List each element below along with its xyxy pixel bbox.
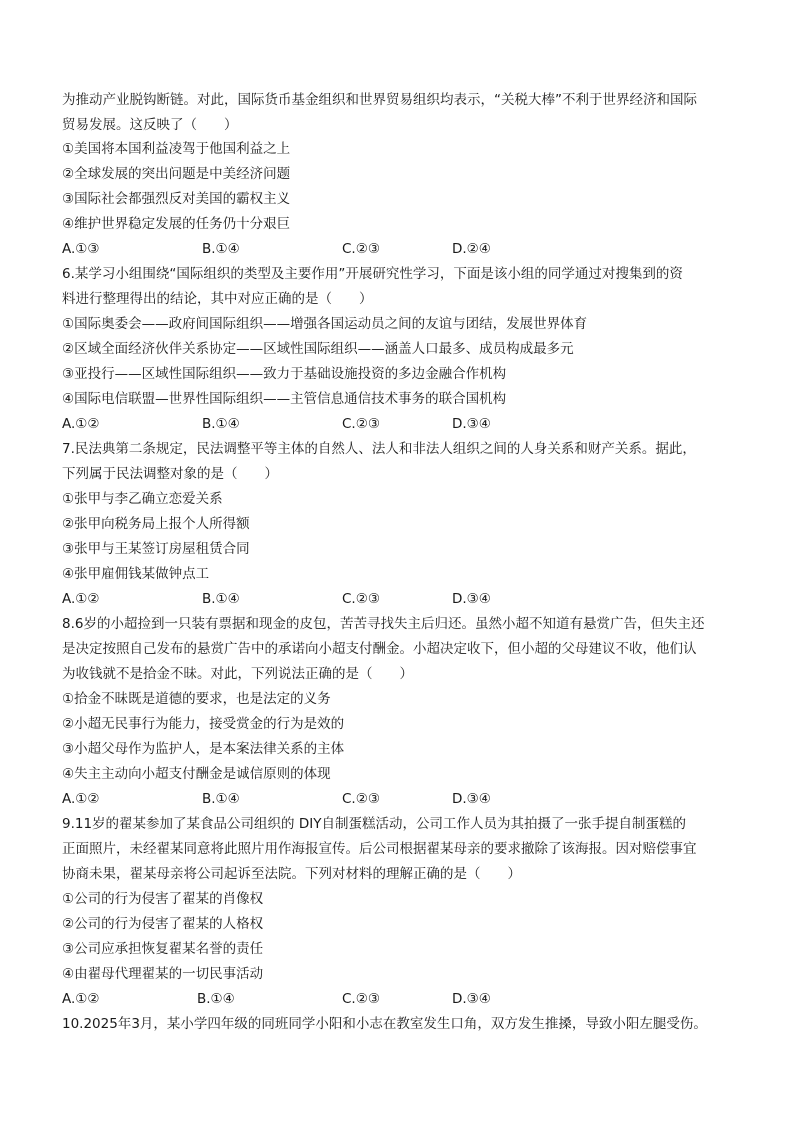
question-6-stem-line: 料进行整理得出的结论，其中对应正确的是（ ）: [62, 291, 373, 307]
question-6-choice-a[interactable]: A.①②: [62, 416, 100, 432]
question-6-choice-c[interactable]: C.②③: [342, 416, 380, 432]
question-7-choice-c[interactable]: C.②③: [342, 591, 380, 607]
question-9-statement: ①公司的行为侵害了翟某的肖像权: [62, 891, 264, 907]
question-8-statement: ②小超无民事行为能力，接受赏金的行为是效的: [62, 716, 345, 732]
question-5-choice-c[interactable]: C.②③: [342, 241, 380, 257]
question-8-choice-d[interactable]: D.③④: [452, 791, 491, 807]
question-9-stem-line: 9.11岁的翟某参加了某食品公司组织的 DIY自制蛋糕活动，公司工作人员为其拍摄了一张手提自制蛋糕的: [62, 816, 686, 832]
question-9-stem-line: 协商未果，翟某母亲将公司起诉至法院。下列对材料的理解正确的是（ ）: [62, 866, 521, 882]
question-5-statement: ④维护世界稳定发展的任务仍十分艰巨: [62, 216, 291, 232]
question-8-stem-line: 是决定按照自己发布的悬赏广告中的承诺向小超支付酬金。小超决定收下，但小超的父母建议不收，他们认: [62, 641, 697, 657]
question-7-statement: ②张甲向税务局上报个人所得额: [62, 516, 250, 532]
question-6-statement: ④国际电信联盟—世界性国际组织——主管信息通信技术事务的联合国机构: [62, 391, 507, 407]
question-5-choice-b[interactable]: B.①④: [202, 241, 240, 257]
question-7-statement: ③张甲与王某签订房屋租赁合同: [62, 541, 250, 557]
question-8-choice-a[interactable]: A.①②: [62, 791, 100, 807]
question-5-choice-a[interactable]: A.①③: [62, 241, 100, 257]
question-8-statement: ③小超父母作为监护人，是本案法律关系的主体: [62, 741, 345, 757]
question-9-statement: ②公司的行为侵害了翟某的人格权: [62, 916, 264, 932]
question-5-stem-line: 为推动产业脱钩断链。对此，国际货币基金组织和世界贸易组织均表示，“关税大棒”不利于世界经济和国际: [62, 92, 697, 108]
question-9-choice-d[interactable]: D.③④: [452, 991, 491, 1007]
question-9-statement: ④由翟母代理翟某的一切民事活动: [62, 966, 264, 982]
question-9-choice-a[interactable]: A.①②: [62, 991, 100, 1007]
question-6-statement: ③亚投行——区域性国际组织——致力于基础设施投资的多边金融合作机构: [62, 366, 507, 382]
question-7-statement: ①张甲与李乙确立恋爱关系: [62, 491, 223, 507]
question-5-statement: ③国际社会都强烈反对美国的霸权主义: [62, 191, 291, 207]
question-7-choice-a[interactable]: A.①②: [62, 591, 100, 607]
question-9-choice-b[interactable]: B.①④: [197, 991, 235, 1007]
question-7-stem-line: 7.民法典第二条规定，民法调整平等主体的自然人、法人和非法人组织之间的人身关系和财产关系。据此，: [62, 441, 696, 457]
question-10-stem-line: 10.2025年3月，某小学四年级的同班同学小阳和小志在教室发生口角，双方发生推搡，导致小阳左腿受伤。: [62, 1016, 707, 1032]
question-8-choice-c[interactable]: C.②③: [342, 791, 380, 807]
question-6-choice-b[interactable]: B.①④: [202, 416, 240, 432]
question-8-statement: ①拾金不昧既是道德的要求，也是法定的义务: [62, 691, 331, 707]
question-7-statement: ④张甲雇佣钱某做钟点工: [62, 566, 210, 582]
question-6-choice-d[interactable]: D.③④: [452, 416, 491, 432]
question-5-statement: ②全球发展的突出问题是中美经济问题: [62, 166, 291, 182]
question-7-choice-d[interactable]: D.③④: [452, 591, 491, 607]
question-7-choice-b[interactable]: B.①④: [202, 591, 240, 607]
question-8-choice-b[interactable]: B.①④: [202, 791, 240, 807]
question-6-stem-line: 6.某学习小组围绕“国际组织的类型及主要作用”开展研究性学习，下面是该小组的同学通过对搜集到的资: [62, 266, 683, 282]
question-5-statement: ①美国将本国利益凌驾于他国利益之上: [62, 141, 291, 157]
question-8-statement: ④失主主动向小超支付酬金是诚信原则的体现: [62, 766, 331, 782]
question-9-choice-c[interactable]: C.②③: [342, 991, 380, 1007]
question-7-stem-line: 下列属于民法调整对象的是（ ）: [62, 466, 278, 482]
question-5-stem-line: 贸易发展。这反映了（ ）: [62, 117, 238, 133]
question-8-stem-line: 8.6岁的小超捡到一只装有票据和现金的皮包，苦苦寻找失主后归还。虽然小超不知道有悬赏广告，但失主还: [62, 616, 705, 632]
question-9-statement: ③公司应承担恢复翟某名誉的责任: [62, 941, 264, 957]
question-5-choice-d[interactable]: D.②④: [452, 241, 491, 257]
question-9-stem-line: 正面照片，未经翟某同意将此照片用作海报宣传。后公司根据翟某母亲的要求撤除了该海报。因对赔偿事宜: [62, 841, 697, 857]
question-6-statement: ②区域全面经济伙伴关系协定——区域性国际组织——涵盖人口最多、成员构成最多元: [62, 341, 574, 357]
question-6-statement: ①国际奥委会——政府间国际组织——增强各国运动员之间的友谊与团结，发展世界体育: [62, 316, 588, 332]
question-8-stem-line: 为收钱就不是拾金不昧。对此，下列说法正确的是（ ）: [62, 666, 413, 682]
